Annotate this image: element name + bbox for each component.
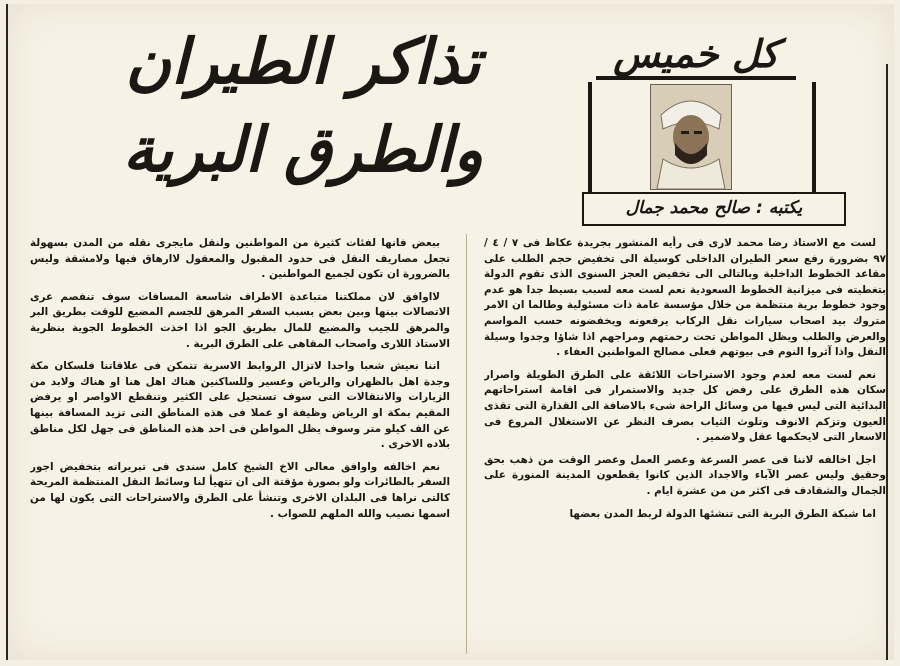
paragraph: اننا نعيش شعبا واحدا لاتزال الروابط الاسرية تتمكن فى علاقاتنا فلسكان مكة وجدة اهل بالظهران والرياض وعسير وللساكنين هناك اهل هنا او هناك ولابد من الزيارات والانتقالات التى سوف تستحيل على الكثير وتنقطع الاواصر او يرفض المقيم بمكة او الرياض وظيفة او عملا فى هذه المناطق التى تزيد المسافة بينها عن الف كيلو متر وسوف يظل المواطن فى احد هذه المناطق فى جهل لكل مناطق بلاده الاخرى . [30,360,450,451]
article-column-right [484,236,886,656]
column-rule [886,64,888,660]
paragraph: لااوافق لان مملكتنا متباعدة الاطراف شاسعة المسافات سوف تنفصم عرى الاتصالات بينها وبين بعض بسبب السفر المرهق للجسم المضيع للوقت بطريق البر والمرهق للجيب والمضيع للمال بطريق الجو اذا اخذت الخطوط الجوية بنظرية الاستاذ اللارى واصحاب المقاهى على الطرق البرية . [30,290,450,350]
column-divider [466,234,467,654]
headline [68,18,538,208]
paragraph: نعم لست معه لعدم وجود الاستراحات اللائقة على الطرق الطويلة واصرار سكان هذه الطرق على رفض كل جديد والاستمرار فى اقامة استراحاتهم البدائية التى ليس فيها من وسائل الراحة شىء بالاضافة الى القذارة التى تقذى العيون وتزكم الانوف وتلوث الثياب بصرف النظر عن الاستغلال المروع فى الاسعار التى لايحكمها عقل ولاضمير . [484,368,886,444]
column-header [582,24,882,220]
headline-line-2: والطرق البرية [122,113,484,186]
newspaper-clipping [6,4,894,660]
byline: يكتبه : صالح محمد جمال [582,192,846,226]
paragraph: ببعض فانها لفئات كثيرة من المواطنين ولنقل مايجرى نقله من المدن بسهولة تجعل مصاريف النقل فى حدود المقبول والمعقول لاارهاق فيها ولامشقة وليس بالضرورة ان تكون لجميع المواطنين . [30,237,450,281]
paragraph: اما شبكة الطرق البرية التى تنشئها الدولة لربط المدن بعضها [569,507,876,520]
article-column-left [30,236,450,656]
paragraph: لست مع الاستاذ رضا محمد لارى فى رأيه المنشور بجريدة عكاظ فى ٧ / ٤ / ٩٧ بضرورة رفع سعر الطيران الداخلى كوسيلة الى تخفيض حجم الطلب على مقاعد الخطوط الداخلية وبالتالى الى تخفيض العجز السنوى الذى تقوم الدولة بتغطيته فى ميزانية الخطوط السعودية نعم لست معه لسبب بسيط جدا هو عدم وجود خطوط برية منتظمة من خلال مؤسسة عامة ذات مسئولية وطالما ان الامر متروك بيد اصحاب سيارات نقل الركاب يرفعونه ويخفضونه حسب المواسم والعرض والطلب ويظل المواطن تحت رحمتهم ومراجهم اذا شاؤا وجدوا وسيلة النقل واذا آثروا النوم فى بيوتهم فعلى مصالح المواطنين العفاء . [484,237,886,359]
headline-line-1: تذاكر الطيران [125,25,481,98]
author-portrait [650,84,732,190]
paragraph: نعم اخالفه واوافق معالى الاخ الشيخ كامل سندى فى تبريراته بتخفيض اجور السفر بالطائرات ولو بصورة مؤقتة الى ان تتهيأ لنا وسائط النقل المنتظمة المريحة كالتى نراها فى البلدان الاخرى وتنشأ على الطرق والاستراحات التى يكون لها من اسمها نصيب والله الملهم للصواب . [30,460,450,520]
column-name: كل خميس [596,32,796,80]
paragraph: اجل اخالفه لاننا فى عصر السرعة وعصر العمل وعصر الوقت من ذهب بحق وحقيق وليس عصر الآباء والاجداد الذين كانوا يقطعون المدينة المنورة على الجمال والشقادف فى اكثر من من عشرة ايام . [484,453,886,497]
